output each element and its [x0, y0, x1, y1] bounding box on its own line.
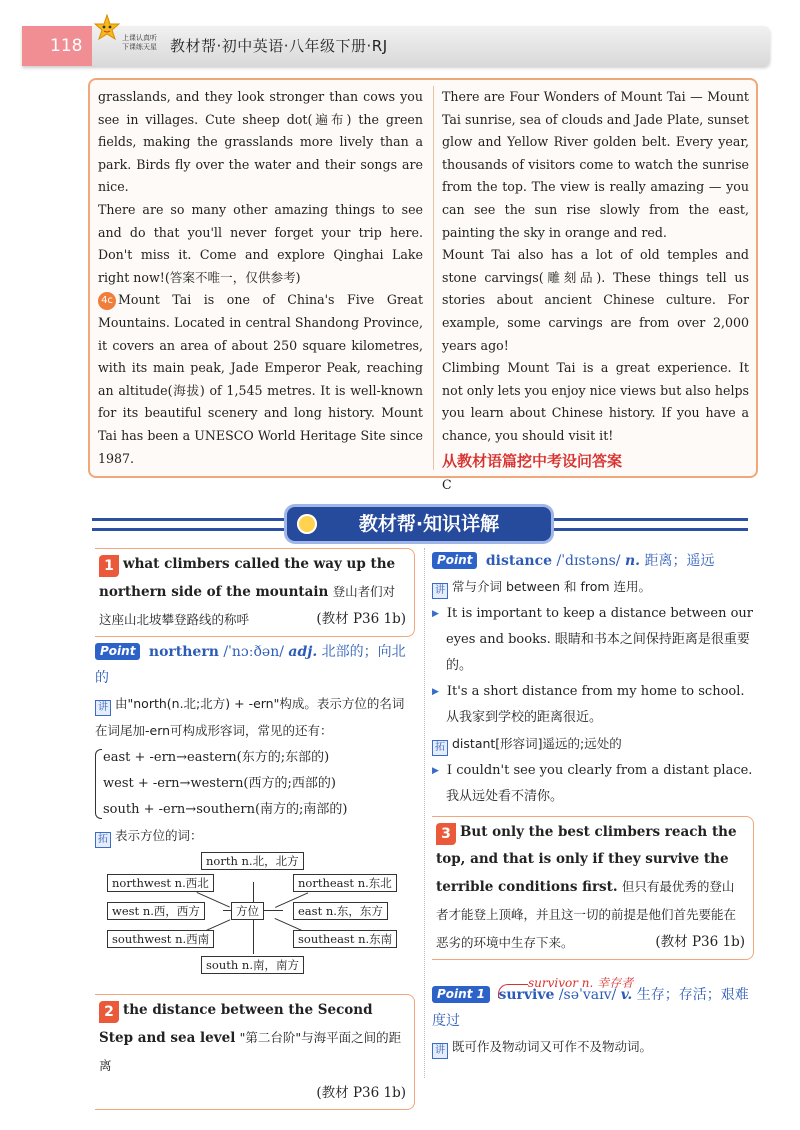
derivation-east: east + -ern→eastern(东方的;东部的)	[103, 750, 330, 765]
point-word: northern	[148, 644, 219, 660]
item-1	[95, 548, 415, 637]
section-banner	[287, 507, 551, 541]
point-label: Point	[95, 643, 140, 660]
triangle-bullet-icon: ▶	[432, 609, 439, 619]
item-3	[432, 816, 754, 960]
explain-2-text: 常与介词 between 和 from 连用。	[452, 579, 652, 594]
point-distance	[432, 548, 754, 574]
point-phonetic: /ˈdɪstəns/	[556, 553, 621, 569]
example-3: ▶ I couldn't see you clearly from a distant place. 我从远处看不清你。	[432, 763, 753, 804]
lightbulb-icon	[297, 514, 317, 534]
left-column	[95, 548, 415, 1110]
answer-right-column	[442, 86, 749, 496]
item-2-ref: (教材 P36 1b)	[316, 1085, 406, 1101]
diagram-south: south n.南，南方	[201, 956, 304, 974]
diagram-east: east n.东，东方	[293, 902, 388, 920]
item-number-2: 2	[99, 1001, 119, 1023]
answer-left-p2: There are so many other amazing things to see and do that you'll never forget your trip here. Don't miss it. Come and explore Qinghai Lake right now!(答案不唯一，仅供参考)	[98, 201, 423, 285]
item-2-en: the distance between the Second Step and sea level	[99, 1002, 373, 1046]
diagram-southeast: southeast n.东南	[293, 930, 397, 948]
item-1-ref: (教材 P36 1b)	[316, 611, 406, 627]
answer-box	[88, 78, 758, 492]
point-meaning: 北部的；向北的	[95, 644, 406, 686]
point-label: Point	[432, 552, 477, 569]
item-3-ref: (教材 P36 1b)	[655, 934, 745, 950]
column-separator	[424, 548, 425, 1078]
diagram-southwest: southwest n.西南	[107, 930, 214, 948]
example-1: ▶ It is important to keep a distance between our eyes and books. 眼睛和书本之间保持距离是很重要的。	[432, 606, 753, 673]
tuo-icon: 拓	[95, 832, 111, 848]
explain-1	[95, 691, 415, 745]
explain-3	[432, 1034, 754, 1061]
annotation-arrow-icon	[498, 984, 528, 998]
answer-heading: 从教材语篇挖中考设问答案	[442, 451, 623, 470]
item-number-3: 3	[436, 823, 456, 845]
triangle-bullet-icon: ▶	[432, 766, 439, 776]
tag-4c: 4c	[98, 292, 116, 310]
point-meaning: 生存；存活；艰难度过	[432, 987, 749, 1029]
point-pos: adj.	[288, 644, 318, 660]
derivation-west: west + -ern→western(西方的;西部的)	[103, 776, 336, 791]
point-label: Point 1	[432, 986, 490, 1003]
item-3-cn: 但只有最优秀的登山者才能登上顶峰，并且这一切的前提是他们首先要能在恶劣的环境中生存下来。	[436, 879, 737, 950]
jiang-icon: 讲	[432, 583, 448, 599]
answer-divider	[433, 86, 434, 470]
item-1-en: what climbers called the way up the northern side of the mountain	[99, 556, 396, 600]
point-pos: v.	[620, 987, 633, 1003]
survivor-annotation: survivor n. 幸存者	[528, 976, 634, 990]
diagram-northeast: northeast n.东北	[293, 874, 397, 892]
expand-1	[95, 823, 415, 850]
direction-diagram	[95, 852, 415, 982]
tuo-icon: 拓	[432, 740, 448, 756]
item-2	[95, 994, 415, 1110]
answer-right-p2: Mount Tai also has a lot of old temples and stone carvings(雕刻品). These things tell us stories about ancient Chinese culture. For example, some carvings are from over 2,000 years ago!	[442, 247, 749, 353]
answer-right-p3: Climbing Mount Tai is a great experience. It not only lets you enjoy nice views but also helps you learn about Chinese history. If you have a chance, you should visit it!	[442, 360, 750, 443]
expand-2	[432, 731, 754, 758]
answer-choice: C	[442, 476, 452, 492]
answer-right-p1: There are Four Wonders of Mount Tai — Mount Tai sunrise, sea of clouds and Jade Plate, sunset glow and Yellow River golden belt. Every year, thousands of visitors come to watch the sunrise from the top. The view is really amazing — you can see the sun rise slowly from the east, painting the sky in orange and red.	[442, 89, 749, 240]
star-mascot-icon	[94, 14, 120, 44]
expand-2-text: distant[形容词]遥远的;远处的	[452, 736, 622, 751]
triangle-bullet-icon: ▶	[432, 687, 439, 697]
point-meaning: 距离；遥远	[644, 553, 715, 569]
derivation-list	[95, 745, 415, 823]
point-phonetic: /səˈvaɪv/	[558, 987, 617, 1003]
item-2-cn: "第二台阶"与海平面之间的距离	[99, 1030, 402, 1073]
jiang-icon: 讲	[432, 1043, 448, 1059]
section-title: 教材帮·知识详解	[358, 513, 500, 535]
answer-left-column	[98, 86, 423, 470]
diagram-west: west n.西，西方	[107, 902, 205, 920]
explain-2	[432, 574, 754, 601]
point-word: survive	[498, 987, 555, 1003]
page-number: 118	[22, 26, 92, 66]
explain-1-text: 由"north(n.北;北方) + -ern"构成。表示方位的名词在词尾加-ern可构成形容词，常见的还有：	[95, 696, 405, 738]
point-phonetic: /ˈnɔːðən/	[223, 644, 284, 660]
item-1-cn: 登山者们对这座山北坡攀登路线的称呼	[99, 584, 396, 627]
answer-left-p3-wrap	[98, 289, 423, 470]
book-title: 教材帮·初中英语·八年级下册·RJ	[170, 37, 388, 55]
diagram-northwest: northwest n.西北	[107, 874, 214, 892]
point-northern	[95, 639, 415, 691]
explain-3-text: 既可作及物动词又可作不及物动词。	[452, 1039, 653, 1054]
answer-left-p1: grasslands, and they look stronger than cows you see in villages. Cute sheep dot(遍布) the green fields, making the grasslands more lively than a park. Birds fly over the water and their songs are nice.	[98, 89, 423, 195]
point-pos: n.	[624, 553, 641, 569]
item-number-1: 1	[99, 555, 119, 577]
expand-1-text: 表示方位的词：	[115, 828, 203, 843]
logo-text: 上课认真听 下课练天星	[122, 34, 157, 51]
derivation-south: south + -ern→southern(南方的;南部的)	[103, 802, 348, 817]
diagram-north: north n.北，北方	[201, 852, 304, 870]
jiang-icon: 讲	[95, 700, 111, 716]
answer-left-p3: Mount Tai is one of China's Five Great Mountains. Located in central Shandong Province, it covers an area of about 250 square kilometres, with its main peak, Jade Emperor Peak, reaching an altitude(海拔) of 1,545 metres. It is well-known for its beautiful scenery and long history. Mount Tai has been a UNESCO World Heritage Site since 1987.	[98, 292, 423, 466]
example-2: ▶ It's a short distance from my home to school. 从我家到学校的距离很近。	[432, 684, 745, 725]
point-word: distance	[485, 553, 553, 569]
item-3-en: But only the best climbers reach the top, and that is only if they survive the terrible conditions first.	[436, 824, 737, 895]
diagram-center: 方位	[231, 902, 264, 920]
